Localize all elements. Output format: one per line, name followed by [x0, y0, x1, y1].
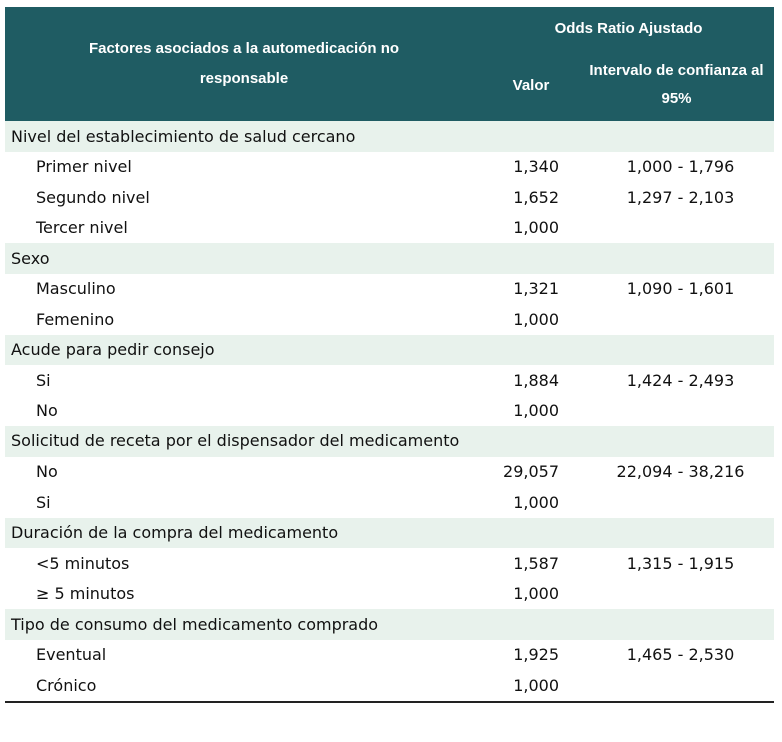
empty-cell: [579, 121, 774, 152]
category-row: [5, 426, 774, 457]
odds-ratio-value: 1,000: [483, 670, 579, 702]
confidence-interval-header: Intervalo de confianza al 95%: [579, 49, 774, 121]
empty-cell: [483, 335, 579, 366]
category-row: [5, 518, 774, 549]
odds-ratio-group-header: Odds Ratio Ajustado: [483, 7, 774, 49]
table-row: [5, 213, 774, 244]
factor-label: Primer nivel: [36, 157, 132, 177]
category-row: [5, 121, 774, 152]
category-label: Acude para pedir consejo: [5, 335, 483, 366]
odds-ratio-value: 29,057: [503, 462, 559, 482]
factor-label: Si: [36, 370, 51, 390]
table-row: [5, 304, 774, 335]
valor-header: Valor: [483, 49, 579, 121]
odds-ratio-value: 1,925: [513, 645, 559, 665]
factor-label: Tercer nivel: [36, 218, 128, 238]
table-row: [5, 548, 774, 579]
factor-label: <5 minutos: [36, 553, 130, 573]
factor-label: Crónico: [5, 670, 483, 702]
empty-cell: [483, 243, 579, 274]
category-label: Tipo de consumo del medicamento comprado: [5, 609, 483, 640]
confidence-interval-value: [579, 670, 774, 702]
odds-ratio-value: 1,000: [513, 492, 559, 512]
empty-cell: [579, 426, 774, 457]
confidence-interval-value: 1,000 - 1,796: [626, 157, 735, 177]
odds-ratio-value: 1,000: [513, 218, 559, 238]
confidence-interval-value: 1,090 - 1,601: [626, 279, 735, 299]
odds-ratio-value: 1,000: [513, 584, 559, 604]
confidence-interval-value: 1,424 - 2,493: [626, 370, 735, 390]
empty-cell: [579, 518, 774, 549]
table-row: [5, 640, 774, 671]
confidence-interval-value: [579, 213, 774, 244]
confidence-interval-value: 1,297 - 2,103: [626, 187, 735, 207]
factor-label: Segundo nivel: [36, 187, 150, 207]
confidence-interval-value: [579, 304, 774, 335]
table-row: [5, 152, 774, 183]
empty-cell: [483, 121, 579, 152]
category-label: Solicitud de receta por el dispensador del medicamento: [5, 426, 483, 457]
table-body: [5, 121, 774, 702]
table-row: [5, 487, 774, 518]
table-row: [5, 396, 774, 427]
factor-label: Si: [36, 492, 51, 512]
factor-label: No: [36, 462, 58, 482]
odds-ratio-value: 1,000: [513, 309, 559, 329]
confidence-interval-value: [579, 579, 774, 610]
odds-ratio-table: [5, 7, 774, 703]
category-label: Sexo: [5, 243, 483, 274]
empty-cell: [483, 518, 579, 549]
table-row: [5, 670, 774, 702]
odds-ratio-value: 1,000: [513, 401, 559, 421]
category-label: Nivel del establecimiento de salud cercano: [5, 121, 483, 152]
factor-label: Femenino: [36, 309, 115, 329]
odds-ratio-value: 1,587: [513, 553, 559, 573]
odds-ratio-value: 1,321: [513, 279, 559, 299]
factor-header: Factores asociados a la automedicación no responsable: [5, 7, 483, 121]
empty-cell: [579, 335, 774, 366]
table-row: [5, 365, 774, 396]
odds-ratio-value: 1,652: [513, 187, 559, 207]
table-row: [5, 579, 774, 610]
factor-label: Masculino: [36, 279, 116, 299]
factor-label: Eventual: [36, 645, 107, 665]
empty-cell: [579, 243, 774, 274]
odds-ratio-value: 1,340: [513, 157, 559, 177]
odds-ratio-value: 1,884: [513, 370, 559, 390]
confidence-interval-value: [579, 396, 774, 427]
factor-label: No: [36, 401, 58, 421]
category-label: Duración de la compra del medicamento: [5, 518, 483, 549]
category-row: [5, 243, 774, 274]
confidence-interval-value: 1,315 - 1,915: [626, 553, 735, 573]
confidence-interval-value: [579, 487, 774, 518]
empty-cell: [483, 426, 579, 457]
table-row: [5, 457, 774, 488]
category-row: [5, 609, 774, 640]
table-row: [5, 274, 774, 305]
empty-cell: [483, 609, 579, 640]
confidence-interval-value: 1,465 - 2,530: [626, 645, 735, 665]
confidence-interval-value: 22,094 - 38,216: [616, 462, 745, 482]
category-row: [5, 335, 774, 366]
table-row: [5, 182, 774, 213]
empty-cell: [579, 609, 774, 640]
factor-label: ≥ 5 minutos: [36, 584, 135, 604]
